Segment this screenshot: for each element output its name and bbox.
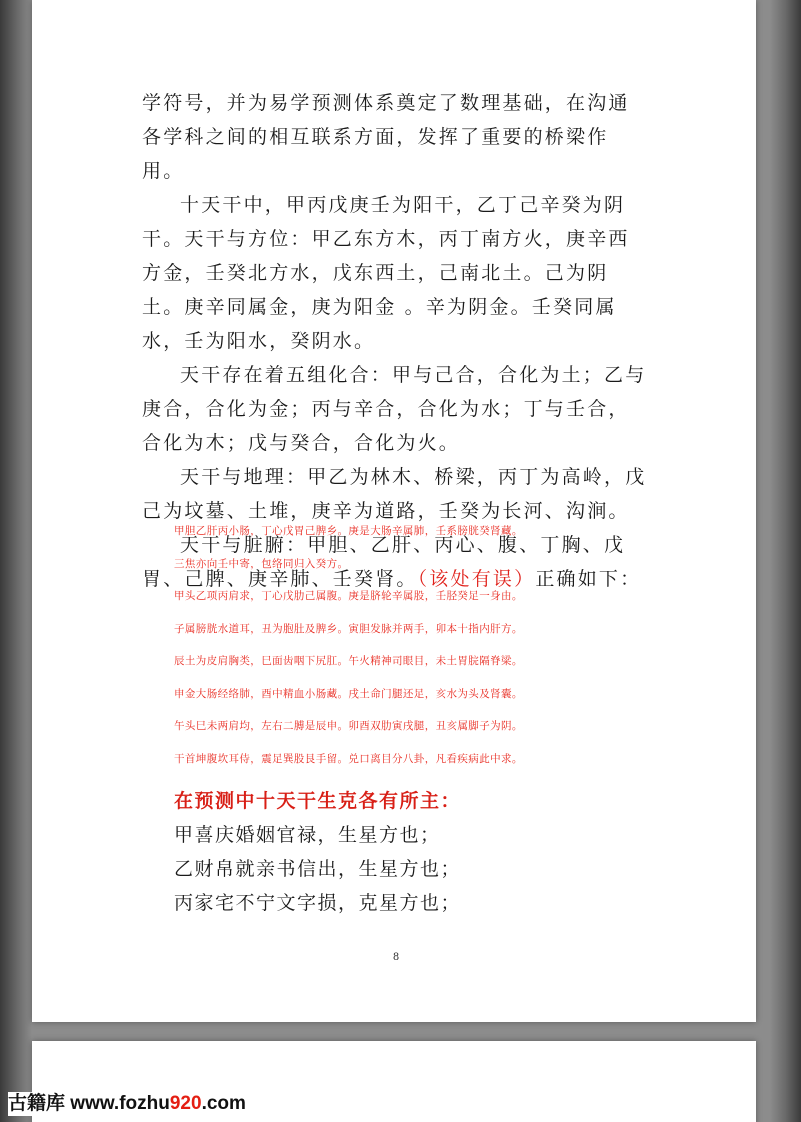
paragraph-text: 天干与脏腑：甲胆、乙肝、丙心、腹、丁胸、戊胃、己脾、庚辛肺、壬癸肾。	[142, 534, 626, 590]
document-page	[32, 0, 756, 1022]
paragraph: 天干与地理：甲乙为林木、桥梁，丙丁为高岭，戊己为坟墓、土堆，庚辛为道路，壬癸为长河、沟涧。	[142, 466, 647, 522]
watermark-url-prefix: www.fozhu	[65, 1093, 170, 1114]
paragraph: 学符号，并为易学预测体系奠定了数理基础，在沟通各学科之间的相互联系方面，发挥了重要的桥梁作用。	[142, 92, 630, 182]
prediction-section	[174, 784, 654, 920]
red-note-line: 甲头乙项丙肩求，丁心戊肋己属腹。庚是脐轮辛属股，壬胫癸足一身由。	[174, 590, 523, 602]
error-note: （该处有误）	[417, 568, 536, 590]
red-note-line: 三焦亦向壬中寄，包络同归入癸方。	[174, 557, 349, 570]
red-note-line: 申金大肠经络肺，酉中精血小肠藏。戌土命门腿还足，亥水为头及肾囊。	[174, 687, 523, 700]
prediction-line: 乙财帛就亲书信出，生星方也；	[174, 858, 462, 880]
prediction-line: 丙家宅不宁文字损，克星方也；	[174, 892, 462, 914]
page-number: 8	[392, 952, 400, 963]
watermark-url-highlight: 920	[169, 1093, 202, 1114]
paragraph-text: 正确如下：	[535, 568, 642, 590]
red-note-line: 辰土为皮肩胸类，巳面齿咽下尻肛。午火精神司眼目，未土胃脘隔脊梁。	[174, 655, 523, 667]
section-heading: 在预测中十天干生克各有所主：	[174, 790, 462, 812]
red-notes	[174, 524, 644, 784]
red-note-line: 午头巳未两肩均，左右二膊是辰申。卯酉双肋寅戌腿，丑亥属脚子为阴。	[174, 720, 523, 732]
watermark	[8, 1092, 248, 1116]
paragraph: 十天干中，甲丙戊庚壬为阳干，乙丁己辛癸为阴干。天干与方位：甲乙东方木，丙丁南方火，庚辛西方金，壬癸北方水，戊东西土，己南北土。己为阴土。庚辛同属金，庚为阳金 。辛为阴金。壬癸同属水，壬为阳水，癸阴水。	[142, 194, 630, 352]
prediction-line: 甲喜庆婚姻官禄，生星方也；	[174, 824, 441, 846]
paragraph: 天干存在着五组化合：甲与己合，合化为土；乙与庚合，合化为金；丙与辛合，合化为水；丁与壬合，合化为木；戊与癸合，合化为火。	[142, 364, 647, 454]
red-note-line: 子属膀胱水道耳，丑为胞肚及脾乡。寅胆发脉并两手，卯本十指内肝方。	[174, 622, 523, 635]
red-note-line: 干首坤腹坎耳侍，震足巽股艮手留。兑口离目分八卦，凡看疾病此中求。	[174, 752, 523, 765]
watermark-site-name: 古籍库	[8, 1093, 66, 1114]
body-text	[142, 86, 650, 596]
watermark-url-suffix: .com	[201, 1093, 246, 1114]
red-note-line: 甲胆乙肝丙小肠，丁心戊胃己脾乡。庚是大肠辛属肺，壬系膀胱癸肾藏。	[174, 525, 523, 537]
